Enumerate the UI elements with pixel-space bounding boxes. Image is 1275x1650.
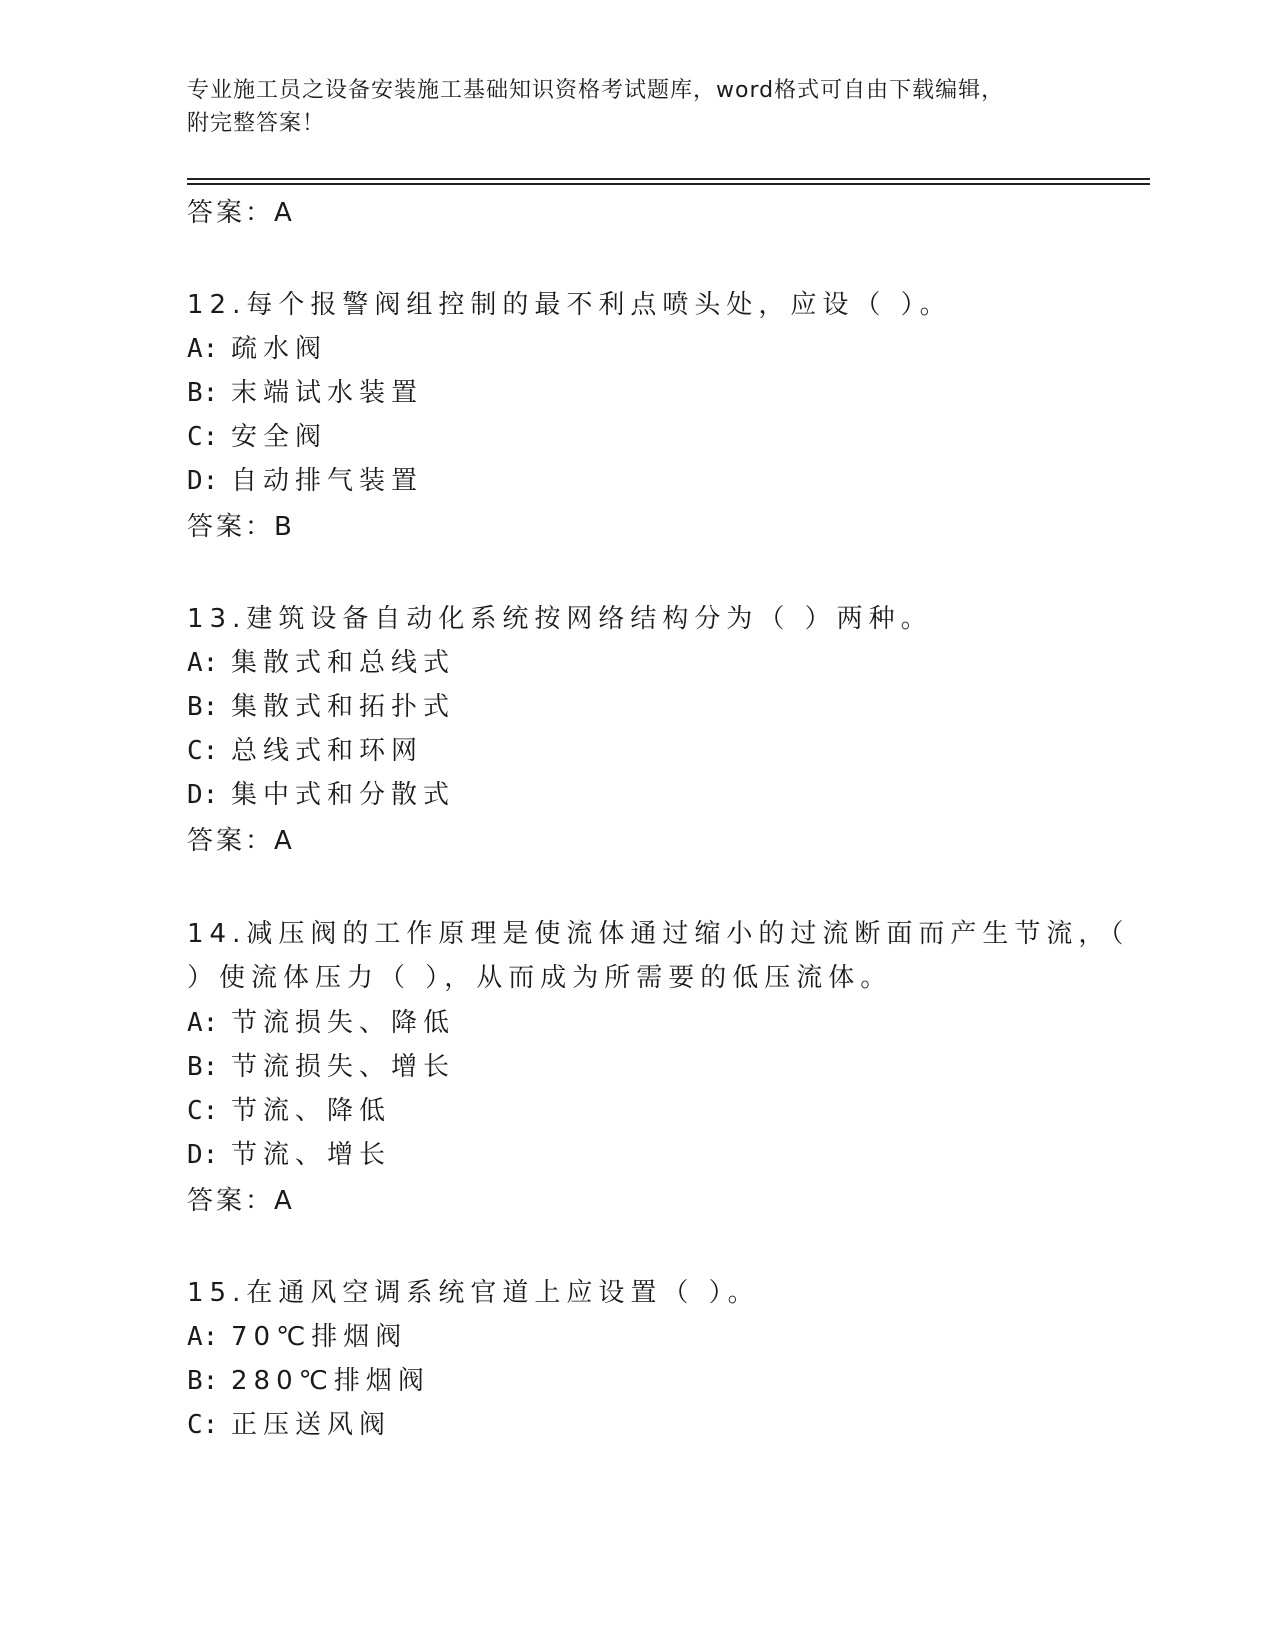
header-line-2: 附完整答案！ xyxy=(187,111,326,136)
question-15-stem: 15.在通风空调系统官道上应设置（ ）。 xyxy=(187,1278,760,1308)
option-label: C: xyxy=(187,1410,219,1440)
option-label: B: xyxy=(187,1366,219,1396)
question-14-option-a xyxy=(187,1002,455,1039)
answer-14: 答案：A xyxy=(187,1186,295,1216)
option-label: C: xyxy=(187,422,219,452)
option-text: 节流、降低 xyxy=(231,1096,392,1126)
question-12-option-a xyxy=(187,328,327,365)
option-label: B: xyxy=(187,378,219,408)
option-label: C: xyxy=(187,1096,219,1126)
question-13-option-c xyxy=(187,730,423,767)
option-text: 节流、增长 xyxy=(231,1140,392,1170)
option-text: 集散式和拓扑式 xyxy=(231,692,456,722)
option-text: 总线式和环网 xyxy=(231,736,424,766)
answer-11: 答案：A xyxy=(187,198,295,228)
answer-12: 答案：B xyxy=(187,512,295,542)
question-12-stem: 12.每个报警阀组控制的最不利点喷头处，应设（ ）。 xyxy=(187,290,952,320)
question-12-option-c xyxy=(187,416,327,453)
option-label: A: xyxy=(187,334,219,364)
question-13-option-b xyxy=(187,686,455,723)
header-line-1: 专业施工员之设备安装施工基础知识资格考试题库，word格式可自由下载编辑， xyxy=(187,78,1005,103)
document-header xyxy=(187,74,1087,140)
option-text: 节流损失、增长 xyxy=(231,1052,456,1082)
header-rule-bottom xyxy=(187,183,1150,185)
option-text: 自动排气装置 xyxy=(231,466,424,496)
option-label: D: xyxy=(187,780,219,810)
question-14-option-d xyxy=(187,1134,391,1171)
option-label: D: xyxy=(187,466,219,496)
question-12-option-b xyxy=(187,372,423,409)
question-15-option-b xyxy=(187,1360,430,1397)
option-label: B: xyxy=(187,1052,219,1082)
option-label: D: xyxy=(187,1140,219,1170)
answer-13: 答案：A xyxy=(187,826,295,856)
option-text: 集中式和分散式 xyxy=(231,780,456,810)
question-13-option-d xyxy=(187,774,455,811)
option-label: A: xyxy=(187,1008,219,1038)
option-label: B: xyxy=(187,692,219,722)
option-text: 集散式和总线式 xyxy=(231,648,456,678)
question-13-stem: 13.建筑设备自动化系统按网络结构分为（ ）两种。 xyxy=(187,604,933,634)
question-15-option-c xyxy=(187,1404,391,1441)
option-label: A: xyxy=(187,648,219,678)
option-text: 安全阀 xyxy=(231,422,328,452)
option-text: 280℃排烟阀 xyxy=(231,1366,430,1396)
question-14-option-c xyxy=(187,1090,391,1127)
option-text: 节流损失、降低 xyxy=(231,1008,456,1038)
option-text: 疏水阀 xyxy=(231,334,328,364)
option-text: 正压送风阀 xyxy=(231,1410,392,1440)
question-12-option-d xyxy=(187,460,423,497)
question-14-stem-line-1: 14.减压阀的工作原理是使流体通过缩小的过流断面而产生节流，（ xyxy=(187,919,1130,949)
question-14-stem-line-2: ）使流体压力（ ），从而成为所需要的低压流体。 xyxy=(187,963,893,993)
option-label: C: xyxy=(187,736,219,766)
question-13-option-a xyxy=(187,642,455,679)
option-text: 70℃排烟阀 xyxy=(231,1322,408,1352)
question-14-option-b xyxy=(187,1046,455,1083)
header-rule-top xyxy=(187,178,1150,180)
option-label: A: xyxy=(187,1322,219,1352)
question-15-option-a xyxy=(187,1316,407,1353)
option-text: 末端试水装置 xyxy=(231,378,424,408)
